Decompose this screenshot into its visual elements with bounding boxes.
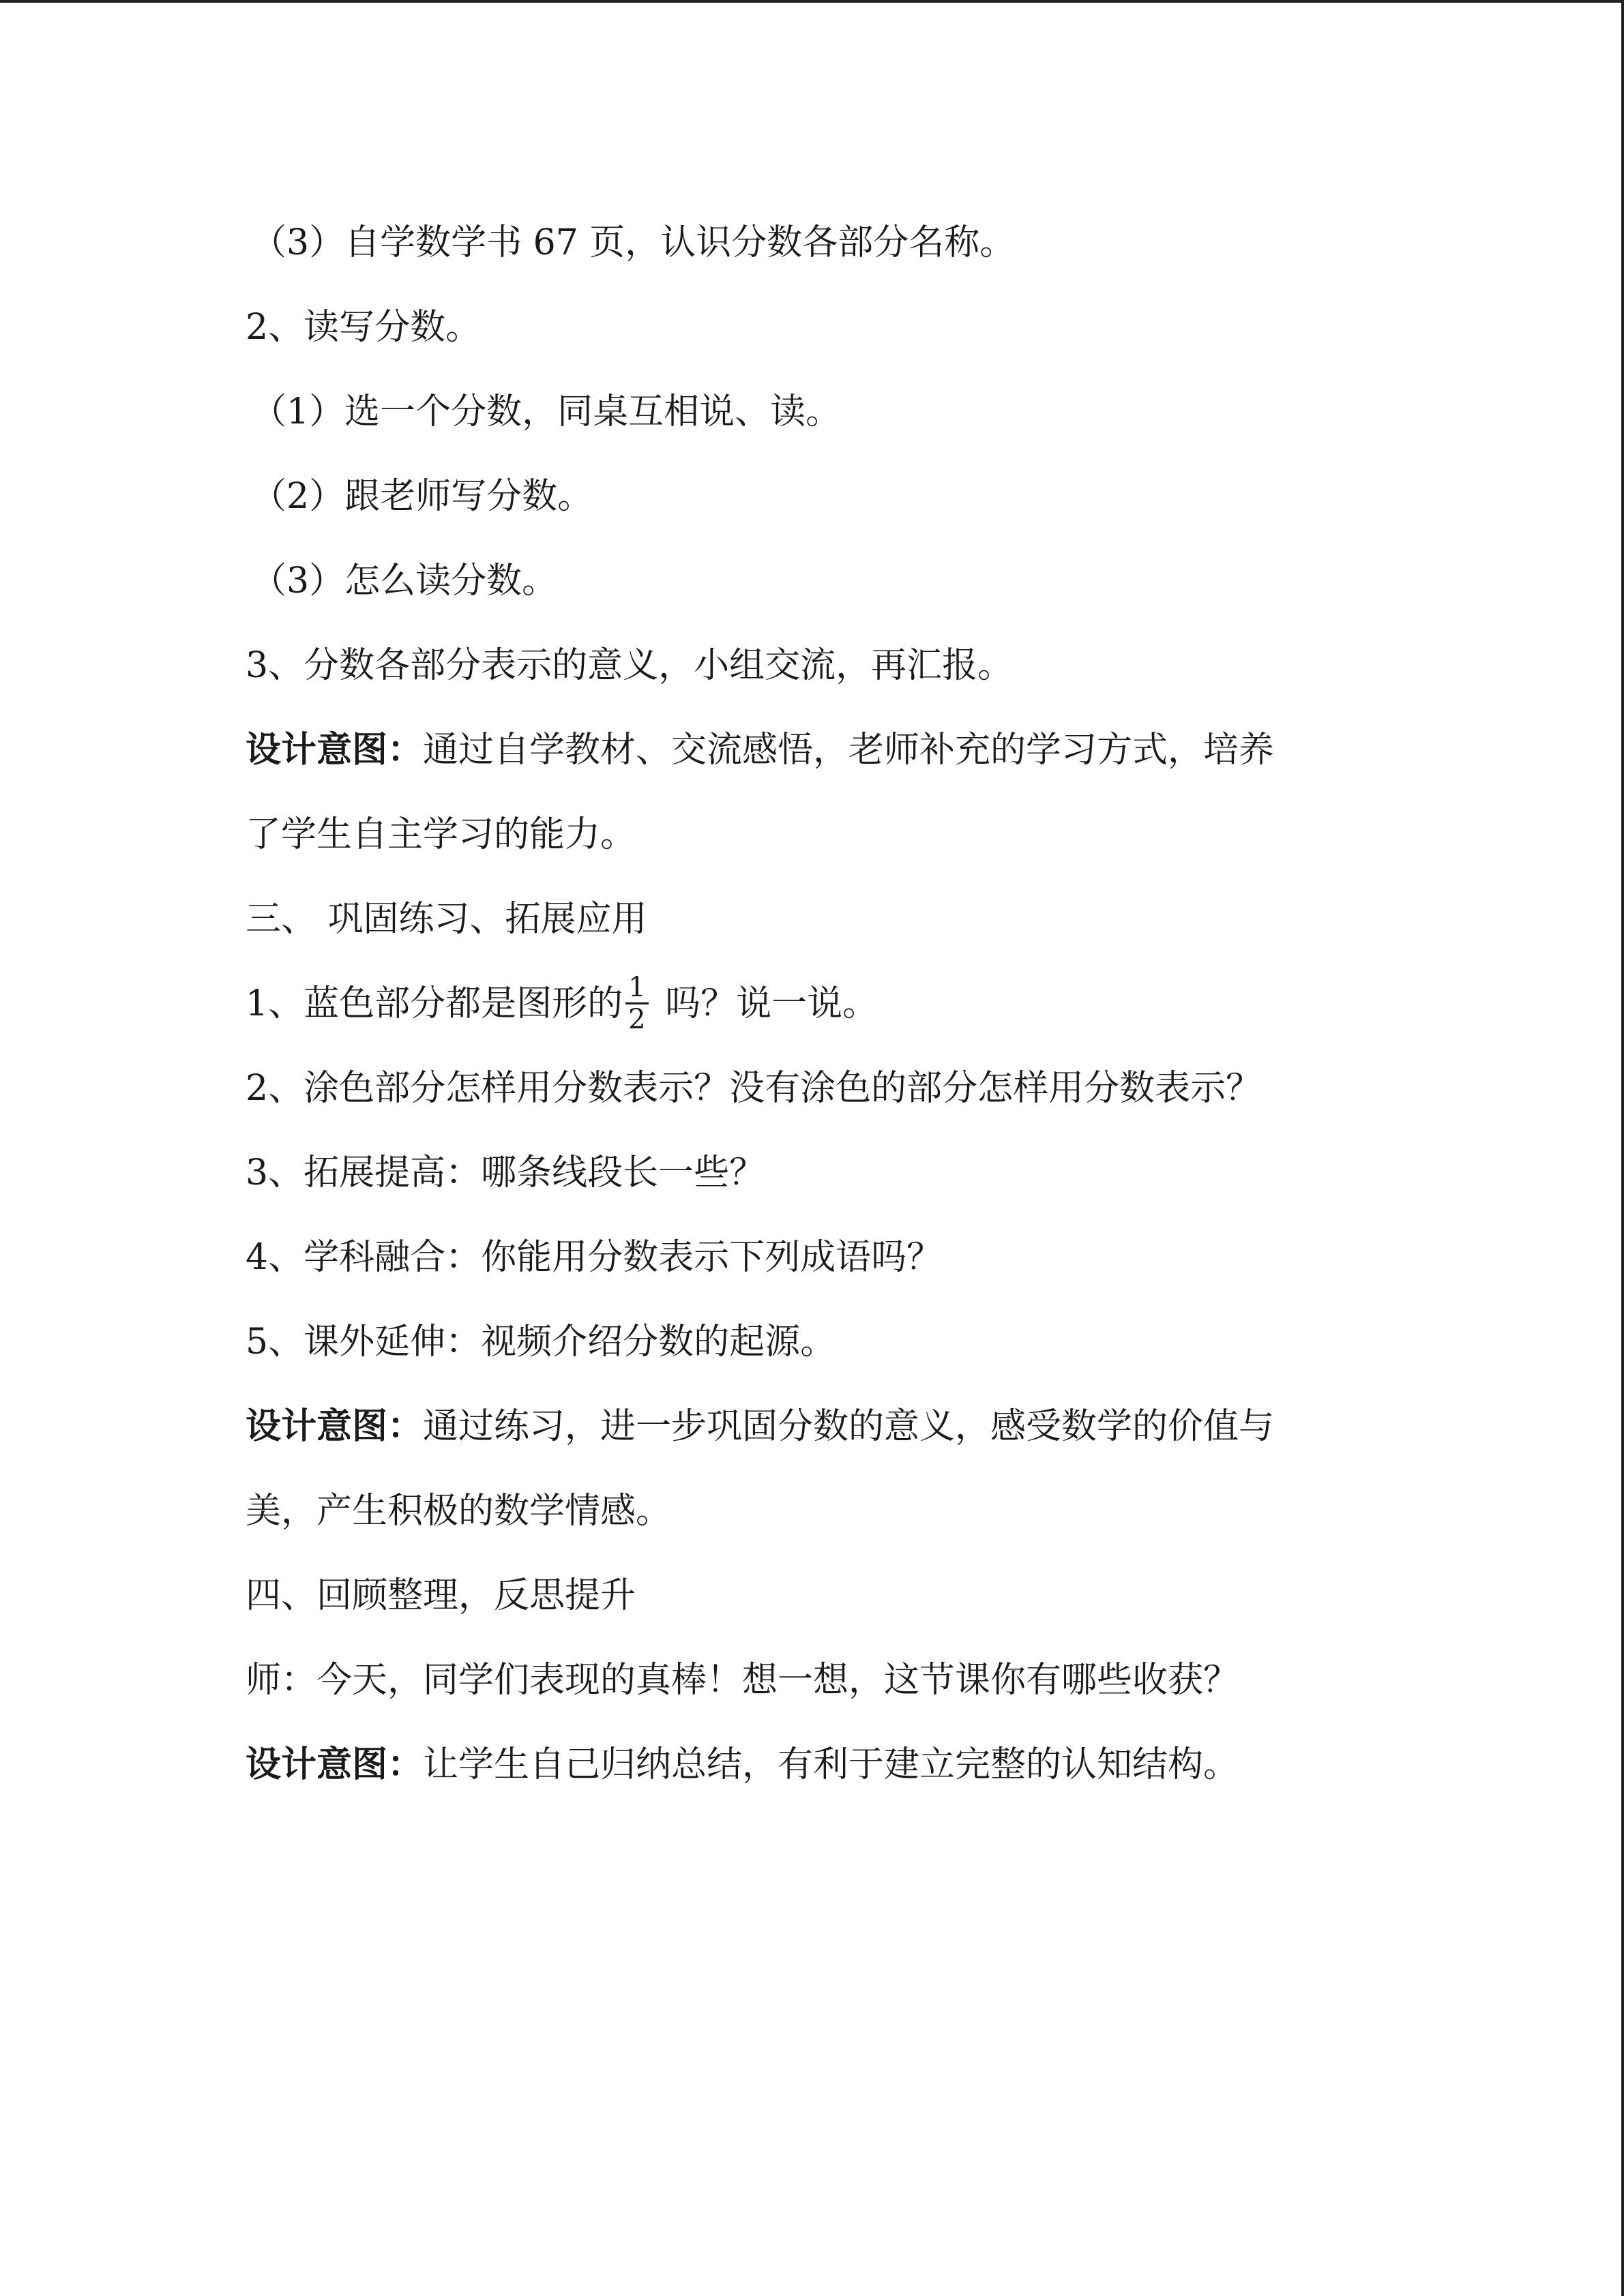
design-intent-3 <box>246 1729 1405 1814</box>
section-4-title: 四、回顾整理，反思提升 <box>246 1575 636 1616</box>
fraction-one-half <box>625 972 648 1034</box>
fraction-denominator: 2 <box>628 1004 646 1035</box>
design-intent-text: 通过自学教材、交流感悟，老师补充的学习方式，培养 <box>423 730 1275 771</box>
practice-item-4: 4、学科融合：你能用分数表示下列成语吗？ <box>246 1237 943 1278</box>
fraction-numerator: 1 <box>625 972 648 1004</box>
design-intent-label: 设计意图： <box>246 1406 424 1447</box>
step-read-fraction: （3）怎么读分数。 <box>251 561 558 601</box>
design-intent-1 <box>246 715 1405 799</box>
design-intent-label: 设计意图： <box>246 730 424 771</box>
step-choose-fraction: （1）选一个分数，同桌互相说、读。 <box>251 391 842 432</box>
design-intent-1-continued: 了学生自主学习的能力。 <box>246 814 636 855</box>
teacher-remark: 师：今天，同学们表现的真棒！想一想，这节课你有哪些收获？ <box>246 1660 1239 1701</box>
design-intent-2 <box>246 1391 1405 1476</box>
step-write-fraction: （2）跟老师写分数。 <box>251 476 593 517</box>
practice-item-1-question: 吗？说一说。 <box>653 983 879 1024</box>
practice-item-3: 3、拓展提高：哪条线段长一些？ <box>246 1152 765 1193</box>
practice-item-1 <box>246 968 1405 1053</box>
document-body <box>246 207 1405 1814</box>
design-intent-2-continued: 美，产生积极的数学情感。 <box>246 1491 672 1532</box>
design-intent-text: 让学生自己归纳总结，有利于建立完整的认知结构。 <box>423 1744 1239 1785</box>
item-fraction-meaning: 3、分数各部分表示的意义，小组交流，再汇报。 <box>246 645 1014 686</box>
item-read-write-fractions: 2、读写分数。 <box>246 307 482 348</box>
practice-item-5: 5、课外延伸：视频介绍分数的起源。 <box>246 1322 836 1362</box>
design-intent-text: 通过练习，进一步巩固分数的意义，感受数学的价值与 <box>423 1406 1275 1447</box>
design-intent-label: 设计意图： <box>246 1744 424 1785</box>
section-3-title: 三、 巩固练习、拓展应用 <box>246 899 647 940</box>
practice-item-1-text: 1、蓝色部分都是图形的 <box>246 983 623 1024</box>
practice-item-2: 2、涂色部分怎样用分数表示？没有涂色的部分怎样用分数表示？ <box>246 1068 1262 1109</box>
step-self-study-book: （3）自学数学书 67 页，认识分数各部分名称。 <box>251 222 1016 263</box>
